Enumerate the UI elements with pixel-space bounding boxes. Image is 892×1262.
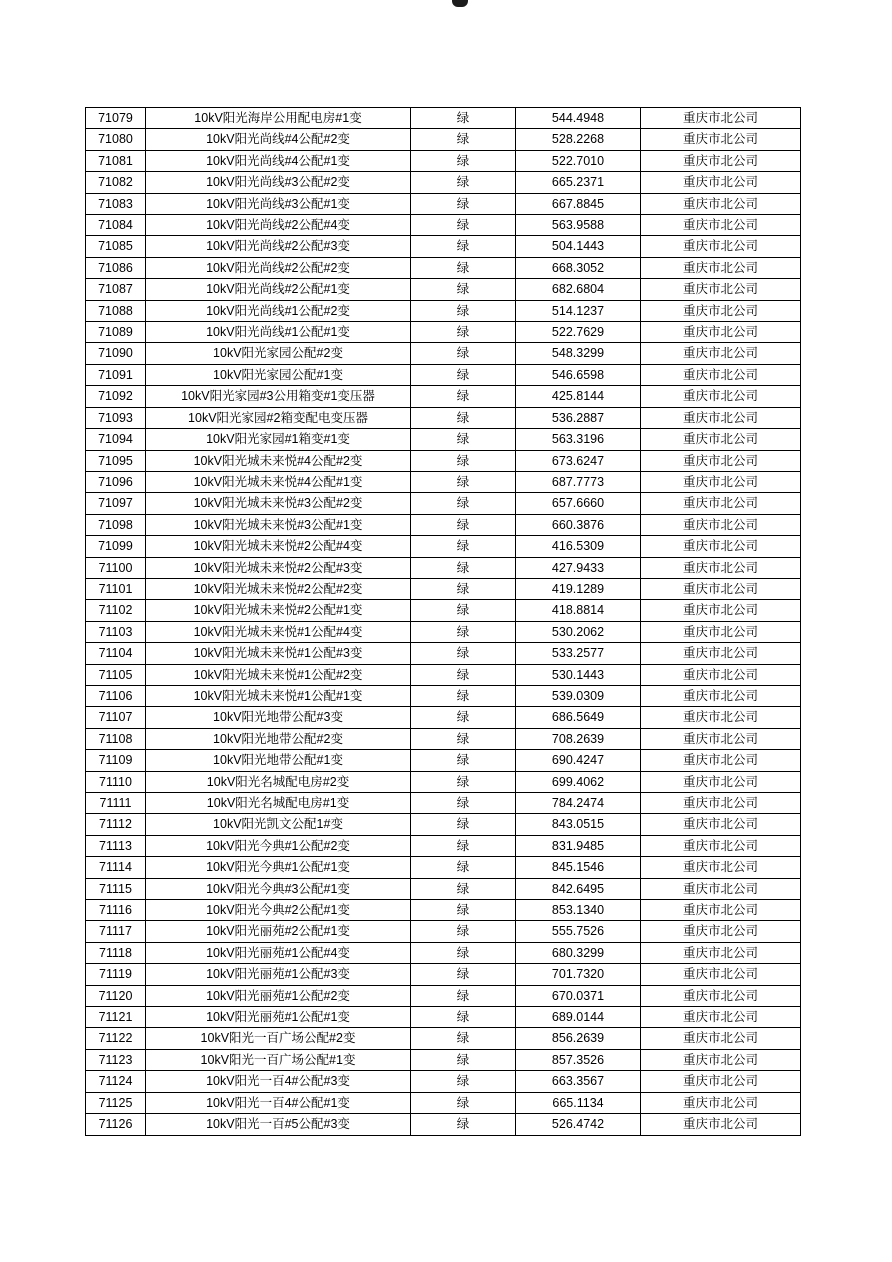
company-cell: 重庆市北公司 bbox=[641, 257, 801, 278]
row-id-cell: 71121 bbox=[86, 1007, 146, 1028]
company-cell: 重庆市北公司 bbox=[641, 643, 801, 664]
company-cell: 重庆市北公司 bbox=[641, 343, 801, 364]
value-cell: 845.1546 bbox=[516, 857, 641, 878]
device-name-cell: 10kV阳光地带公配#2变 bbox=[146, 728, 411, 749]
device-name-cell: 10kV阳光家园#3公用箱变#1变压器 bbox=[146, 386, 411, 407]
row-id-cell: 71091 bbox=[86, 364, 146, 385]
company-cell: 重庆市北公司 bbox=[641, 322, 801, 343]
value-cell: 686.5649 bbox=[516, 707, 641, 728]
company-cell: 重庆市北公司 bbox=[641, 750, 801, 771]
table-row bbox=[86, 279, 801, 300]
device-name-cell: 10kV阳光尚线#2公配#4变 bbox=[146, 215, 411, 236]
table-row bbox=[86, 728, 801, 749]
company-cell: 重庆市北公司 bbox=[641, 878, 801, 899]
value-cell: 665.1134 bbox=[516, 1092, 641, 1113]
company-cell: 重庆市北公司 bbox=[641, 557, 801, 578]
device-name-cell: 10kV阳光地带公配#1变 bbox=[146, 750, 411, 771]
table-row bbox=[86, 985, 801, 1006]
status-cell: 绿 bbox=[411, 985, 516, 1006]
table-row bbox=[86, 621, 801, 642]
status-cell: 绿 bbox=[411, 429, 516, 450]
table-row bbox=[86, 493, 801, 514]
device-name-cell: 10kV阳光家园公配#1变 bbox=[146, 364, 411, 385]
table-row bbox=[86, 900, 801, 921]
table-row bbox=[86, 236, 801, 257]
row-id-cell: 71112 bbox=[86, 814, 146, 835]
value-cell: 536.2887 bbox=[516, 407, 641, 428]
row-id-cell: 71126 bbox=[86, 1114, 146, 1135]
row-id-cell: 71094 bbox=[86, 429, 146, 450]
company-cell: 重庆市北公司 bbox=[641, 108, 801, 129]
value-cell: 856.2639 bbox=[516, 1028, 641, 1049]
company-cell: 重庆市北公司 bbox=[641, 942, 801, 963]
status-cell: 绿 bbox=[411, 557, 516, 578]
row-id-cell: 71104 bbox=[86, 643, 146, 664]
row-id-cell: 71122 bbox=[86, 1028, 146, 1049]
table-row bbox=[86, 1028, 801, 1049]
value-cell: 419.1289 bbox=[516, 578, 641, 599]
value-cell: 533.2577 bbox=[516, 643, 641, 664]
status-cell: 绿 bbox=[411, 942, 516, 963]
row-id-cell: 71092 bbox=[86, 386, 146, 407]
company-cell: 重庆市北公司 bbox=[641, 300, 801, 321]
company-cell: 重庆市北公司 bbox=[641, 1028, 801, 1049]
company-cell: 重庆市北公司 bbox=[641, 814, 801, 835]
device-name-cell: 10kV阳光尚线#3公配#2变 bbox=[146, 172, 411, 193]
device-name-cell: 10kV阳光城未来悦#1公配#3变 bbox=[146, 643, 411, 664]
device-name-cell: 10kV阳光尚线#4公配#1变 bbox=[146, 150, 411, 171]
status-cell: 绿 bbox=[411, 793, 516, 814]
row-id-cell: 71085 bbox=[86, 236, 146, 257]
device-name-cell: 10kV阳光城未来悦#4公配#1变 bbox=[146, 471, 411, 492]
value-cell: 657.6660 bbox=[516, 493, 641, 514]
row-id-cell: 71102 bbox=[86, 600, 146, 621]
row-id-cell: 71080 bbox=[86, 129, 146, 150]
device-name-cell: 10kV阳光家园#2箱变配电变压器 bbox=[146, 407, 411, 428]
value-cell: 514.1237 bbox=[516, 300, 641, 321]
table-row bbox=[86, 1007, 801, 1028]
status-cell: 绿 bbox=[411, 964, 516, 985]
table-row bbox=[86, 300, 801, 321]
company-cell: 重庆市北公司 bbox=[641, 857, 801, 878]
row-id-cell: 71093 bbox=[86, 407, 146, 428]
value-cell: 660.3876 bbox=[516, 514, 641, 535]
table-row bbox=[86, 108, 801, 129]
row-id-cell: 71097 bbox=[86, 493, 146, 514]
status-cell: 绿 bbox=[411, 386, 516, 407]
table-row bbox=[86, 643, 801, 664]
status-cell: 绿 bbox=[411, 300, 516, 321]
row-id-cell: 71118 bbox=[86, 942, 146, 963]
device-name-cell: 10kV阳光凯文公配1#变 bbox=[146, 814, 411, 835]
company-cell: 重庆市北公司 bbox=[641, 193, 801, 214]
value-cell: 690.4247 bbox=[516, 750, 641, 771]
table-row bbox=[86, 407, 801, 428]
row-id-cell: 71083 bbox=[86, 193, 146, 214]
company-cell: 重庆市北公司 bbox=[641, 429, 801, 450]
status-cell: 绿 bbox=[411, 1007, 516, 1028]
table-row bbox=[86, 215, 801, 236]
status-cell: 绿 bbox=[411, 193, 516, 214]
value-cell: 682.6804 bbox=[516, 279, 641, 300]
row-id-cell: 71081 bbox=[86, 150, 146, 171]
device-name-cell: 10kV阳光尚线#4公配#2变 bbox=[146, 129, 411, 150]
company-cell: 重庆市北公司 bbox=[641, 536, 801, 557]
status-cell: 绿 bbox=[411, 215, 516, 236]
company-cell: 重庆市北公司 bbox=[641, 279, 801, 300]
company-cell: 重庆市北公司 bbox=[641, 621, 801, 642]
status-cell: 绿 bbox=[411, 493, 516, 514]
device-name-cell: 10kV阳光城未来悦#2公配#1变 bbox=[146, 600, 411, 621]
table-row bbox=[86, 921, 801, 942]
status-cell: 绿 bbox=[411, 728, 516, 749]
status-cell: 绿 bbox=[411, 1028, 516, 1049]
device-name-cell: 10kV阳光城未来悦#1公配#2变 bbox=[146, 664, 411, 685]
value-cell: 665.2371 bbox=[516, 172, 641, 193]
value-cell: 548.3299 bbox=[516, 343, 641, 364]
status-cell: 绿 bbox=[411, 257, 516, 278]
value-cell: 530.1443 bbox=[516, 664, 641, 685]
value-cell: 522.7629 bbox=[516, 322, 641, 343]
row-id-cell: 71125 bbox=[86, 1092, 146, 1113]
table-row bbox=[86, 664, 801, 685]
row-id-cell: 71116 bbox=[86, 900, 146, 921]
company-cell: 重庆市北公司 bbox=[641, 364, 801, 385]
table-row bbox=[86, 1049, 801, 1070]
device-name-cell: 10kV阳光一百4#公配#3变 bbox=[146, 1071, 411, 1092]
company-cell: 重庆市北公司 bbox=[641, 728, 801, 749]
value-cell: 831.9485 bbox=[516, 835, 641, 856]
device-name-cell: 10kV阳光家园公配#2变 bbox=[146, 343, 411, 364]
row-id-cell: 71114 bbox=[86, 857, 146, 878]
value-cell: 522.7010 bbox=[516, 150, 641, 171]
device-name-cell: 10kV阳光今典#1公配#2变 bbox=[146, 835, 411, 856]
row-id-cell: 71089 bbox=[86, 322, 146, 343]
status-cell: 绿 bbox=[411, 814, 516, 835]
value-cell: 842.6495 bbox=[516, 878, 641, 899]
device-name-cell: 10kV阳光家园#1箱变#1变 bbox=[146, 429, 411, 450]
status-cell: 绿 bbox=[411, 643, 516, 664]
status-cell: 绿 bbox=[411, 279, 516, 300]
device-name-cell: 10kV阳光丽苑#1公配#1变 bbox=[146, 1007, 411, 1028]
company-cell: 重庆市北公司 bbox=[641, 150, 801, 171]
value-cell: 418.8814 bbox=[516, 600, 641, 621]
company-cell: 重庆市北公司 bbox=[641, 921, 801, 942]
device-name-cell: 10kV阳光一百#5公配#3变 bbox=[146, 1114, 411, 1135]
company-cell: 重庆市北公司 bbox=[641, 771, 801, 792]
table-container bbox=[85, 107, 801, 1136]
status-cell: 绿 bbox=[411, 536, 516, 557]
device-name-cell: 10kV阳光城未来悦#2公配#2变 bbox=[146, 578, 411, 599]
value-cell: 427.9433 bbox=[516, 557, 641, 578]
value-cell: 526.4742 bbox=[516, 1114, 641, 1135]
status-cell: 绿 bbox=[411, 108, 516, 129]
row-id-cell: 71109 bbox=[86, 750, 146, 771]
table-row bbox=[86, 343, 801, 364]
value-cell: 528.2268 bbox=[516, 129, 641, 150]
company-cell: 重庆市北公司 bbox=[641, 236, 801, 257]
table-row bbox=[86, 1071, 801, 1092]
row-id-cell: 71098 bbox=[86, 514, 146, 535]
row-id-cell: 71096 bbox=[86, 471, 146, 492]
status-cell: 绿 bbox=[411, 600, 516, 621]
table-row bbox=[86, 129, 801, 150]
value-cell: 699.4062 bbox=[516, 771, 641, 792]
table-row bbox=[86, 450, 801, 471]
table-body bbox=[86, 108, 801, 1136]
device-name-cell: 10kV阳光名城配电房#2变 bbox=[146, 771, 411, 792]
status-cell: 绿 bbox=[411, 835, 516, 856]
value-cell: 857.3526 bbox=[516, 1049, 641, 1070]
value-cell: 663.3567 bbox=[516, 1071, 641, 1092]
company-cell: 重庆市北公司 bbox=[641, 793, 801, 814]
status-cell: 绿 bbox=[411, 921, 516, 942]
row-id-cell: 71106 bbox=[86, 685, 146, 706]
device-name-cell: 10kV阳光地带公配#3变 bbox=[146, 707, 411, 728]
table-row bbox=[86, 536, 801, 557]
device-name-cell: 10kV阳光城未来悦#4公配#2变 bbox=[146, 450, 411, 471]
table-row bbox=[86, 878, 801, 899]
status-cell: 绿 bbox=[411, 578, 516, 599]
value-cell: 539.0309 bbox=[516, 685, 641, 706]
row-id-cell: 71084 bbox=[86, 215, 146, 236]
row-id-cell: 71124 bbox=[86, 1071, 146, 1092]
device-name-cell: 10kV阳光丽苑#2公配#1变 bbox=[146, 921, 411, 942]
row-id-cell: 71090 bbox=[86, 343, 146, 364]
row-id-cell: 71086 bbox=[86, 257, 146, 278]
value-cell: 546.6598 bbox=[516, 364, 641, 385]
device-name-cell: 10kV阳光海岸公用配电房#1变 bbox=[146, 108, 411, 129]
table-row bbox=[86, 322, 801, 343]
company-cell: 重庆市北公司 bbox=[641, 471, 801, 492]
value-cell: 530.2062 bbox=[516, 621, 641, 642]
table-row bbox=[86, 964, 801, 985]
device-name-cell: 10kV阳光城未来悦#1公配#4变 bbox=[146, 621, 411, 642]
company-cell: 重庆市北公司 bbox=[641, 407, 801, 428]
table-row bbox=[86, 685, 801, 706]
row-id-cell: 71103 bbox=[86, 621, 146, 642]
table-row bbox=[86, 150, 801, 171]
status-cell: 绿 bbox=[411, 322, 516, 343]
status-cell: 绿 bbox=[411, 1071, 516, 1092]
row-id-cell: 71079 bbox=[86, 108, 146, 129]
row-id-cell: 71110 bbox=[86, 771, 146, 792]
device-name-cell: 10kV阳光城未来悦#2公配#3变 bbox=[146, 557, 411, 578]
row-id-cell: 71120 bbox=[86, 985, 146, 1006]
company-cell: 重庆市北公司 bbox=[641, 514, 801, 535]
table-row bbox=[86, 193, 801, 214]
status-cell: 绿 bbox=[411, 236, 516, 257]
table-row bbox=[86, 257, 801, 278]
table-row bbox=[86, 793, 801, 814]
row-id-cell: 71123 bbox=[86, 1049, 146, 1070]
row-id-cell: 71115 bbox=[86, 878, 146, 899]
table-row bbox=[86, 471, 801, 492]
row-id-cell: 71108 bbox=[86, 728, 146, 749]
device-name-cell: 10kV阳光今典#3公配#1变 bbox=[146, 878, 411, 899]
company-cell: 重庆市北公司 bbox=[641, 835, 801, 856]
value-cell: 425.8144 bbox=[516, 386, 641, 407]
value-cell: 689.0144 bbox=[516, 1007, 641, 1028]
device-name-cell: 10kV阳光尚线#2公配#2变 bbox=[146, 257, 411, 278]
company-cell: 重庆市北公司 bbox=[641, 172, 801, 193]
status-cell: 绿 bbox=[411, 621, 516, 642]
status-cell: 绿 bbox=[411, 471, 516, 492]
value-cell: 668.3052 bbox=[516, 257, 641, 278]
row-id-cell: 71099 bbox=[86, 536, 146, 557]
table-row bbox=[86, 557, 801, 578]
row-id-cell: 71095 bbox=[86, 450, 146, 471]
device-name-cell: 10kV阳光城未来悦#1公配#1变 bbox=[146, 685, 411, 706]
table-row bbox=[86, 814, 801, 835]
row-id-cell: 71113 bbox=[86, 835, 146, 856]
device-name-cell: 10kV阳光城未来悦#2公配#4变 bbox=[146, 536, 411, 557]
device-name-cell: 10kV阳光尚线#1公配#2变 bbox=[146, 300, 411, 321]
value-cell: 708.2639 bbox=[516, 728, 641, 749]
status-cell: 绿 bbox=[411, 407, 516, 428]
value-cell: 667.8845 bbox=[516, 193, 641, 214]
company-cell: 重庆市北公司 bbox=[641, 578, 801, 599]
status-cell: 绿 bbox=[411, 664, 516, 685]
row-id-cell: 71117 bbox=[86, 921, 146, 942]
status-cell: 绿 bbox=[411, 771, 516, 792]
company-cell: 重庆市北公司 bbox=[641, 129, 801, 150]
status-cell: 绿 bbox=[411, 1114, 516, 1135]
row-id-cell: 71119 bbox=[86, 964, 146, 985]
company-cell: 重庆市北公司 bbox=[641, 900, 801, 921]
row-id-cell: 71100 bbox=[86, 557, 146, 578]
status-cell: 绿 bbox=[411, 685, 516, 706]
device-name-cell: 10kV阳光一百广场公配#1变 bbox=[146, 1049, 411, 1070]
value-cell: 563.9588 bbox=[516, 215, 641, 236]
table-row bbox=[86, 172, 801, 193]
row-id-cell: 71101 bbox=[86, 578, 146, 599]
company-cell: 重庆市北公司 bbox=[641, 1071, 801, 1092]
table-row bbox=[86, 857, 801, 878]
value-cell: 504.1443 bbox=[516, 236, 641, 257]
value-cell: 544.4948 bbox=[516, 108, 641, 129]
status-cell: 绿 bbox=[411, 878, 516, 899]
status-cell: 绿 bbox=[411, 857, 516, 878]
row-id-cell: 71087 bbox=[86, 279, 146, 300]
company-cell: 重庆市北公司 bbox=[641, 964, 801, 985]
value-cell: 680.3299 bbox=[516, 942, 641, 963]
table-row bbox=[86, 514, 801, 535]
value-cell: 555.7526 bbox=[516, 921, 641, 942]
status-cell: 绿 bbox=[411, 172, 516, 193]
company-cell: 重庆市北公司 bbox=[641, 600, 801, 621]
table-row bbox=[86, 750, 801, 771]
transformer-status-table bbox=[85, 107, 801, 1136]
table-row bbox=[86, 771, 801, 792]
company-cell: 重庆市北公司 bbox=[641, 664, 801, 685]
value-cell: 853.1340 bbox=[516, 900, 641, 921]
value-cell: 670.0371 bbox=[516, 985, 641, 1006]
status-cell: 绿 bbox=[411, 750, 516, 771]
value-cell: 416.5309 bbox=[516, 536, 641, 557]
value-cell: 687.7773 bbox=[516, 471, 641, 492]
row-id-cell: 71105 bbox=[86, 664, 146, 685]
device-name-cell: 10kV阳光一百广场公配#2变 bbox=[146, 1028, 411, 1049]
device-name-cell: 10kV阳光丽苑#1公配#2变 bbox=[146, 985, 411, 1006]
status-cell: 绿 bbox=[411, 343, 516, 364]
status-cell: 绿 bbox=[411, 900, 516, 921]
scan-artifact-mark bbox=[452, 0, 468, 7]
company-cell: 重庆市北公司 bbox=[641, 386, 801, 407]
value-cell: 701.7320 bbox=[516, 964, 641, 985]
table-row bbox=[86, 1114, 801, 1135]
device-name-cell: 10kV阳光城未来悦#3公配#1变 bbox=[146, 514, 411, 535]
status-cell: 绿 bbox=[411, 129, 516, 150]
company-cell: 重庆市北公司 bbox=[641, 215, 801, 236]
device-name-cell: 10kV阳光尚线#2公配#3变 bbox=[146, 236, 411, 257]
device-name-cell: 10kV阳光尚线#3公配#1变 bbox=[146, 193, 411, 214]
status-cell: 绿 bbox=[411, 1049, 516, 1070]
device-name-cell: 10kV阳光名城配电房#1变 bbox=[146, 793, 411, 814]
status-cell: 绿 bbox=[411, 150, 516, 171]
value-cell: 843.0515 bbox=[516, 814, 641, 835]
company-cell: 重庆市北公司 bbox=[641, 1007, 801, 1028]
table-row bbox=[86, 835, 801, 856]
company-cell: 重庆市北公司 bbox=[641, 1092, 801, 1113]
company-cell: 重庆市北公司 bbox=[641, 450, 801, 471]
table-row bbox=[86, 1092, 801, 1113]
table-row bbox=[86, 578, 801, 599]
company-cell: 重庆市北公司 bbox=[641, 685, 801, 706]
status-cell: 绿 bbox=[411, 450, 516, 471]
table-row bbox=[86, 364, 801, 385]
status-cell: 绿 bbox=[411, 514, 516, 535]
table-row bbox=[86, 429, 801, 450]
company-cell: 重庆市北公司 bbox=[641, 707, 801, 728]
device-name-cell: 10kV阳光尚线#1公配#1变 bbox=[146, 322, 411, 343]
company-cell: 重庆市北公司 bbox=[641, 985, 801, 1006]
company-cell: 重庆市北公司 bbox=[641, 1114, 801, 1135]
device-name-cell: 10kV阳光尚线#2公配#1变 bbox=[146, 279, 411, 300]
value-cell: 673.6247 bbox=[516, 450, 641, 471]
row-id-cell: 71107 bbox=[86, 707, 146, 728]
status-cell: 绿 bbox=[411, 1092, 516, 1113]
row-id-cell: 71111 bbox=[86, 793, 146, 814]
status-cell: 绿 bbox=[411, 707, 516, 728]
company-cell: 重庆市北公司 bbox=[641, 493, 801, 514]
status-cell: 绿 bbox=[411, 364, 516, 385]
table-row bbox=[86, 707, 801, 728]
device-name-cell: 10kV阳光一百4#公配#1变 bbox=[146, 1092, 411, 1113]
row-id-cell: 71082 bbox=[86, 172, 146, 193]
row-id-cell: 71088 bbox=[86, 300, 146, 321]
company-cell: 重庆市北公司 bbox=[641, 1049, 801, 1070]
value-cell: 784.2474 bbox=[516, 793, 641, 814]
device-name-cell: 10kV阳光城未来悦#3公配#2变 bbox=[146, 493, 411, 514]
device-name-cell: 10kV阳光今典#2公配#1变 bbox=[146, 900, 411, 921]
table-row bbox=[86, 600, 801, 621]
device-name-cell: 10kV阳光丽苑#1公配#3变 bbox=[146, 964, 411, 985]
device-name-cell: 10kV阳光丽苑#1公配#4变 bbox=[146, 942, 411, 963]
value-cell: 563.3196 bbox=[516, 429, 641, 450]
table-row bbox=[86, 386, 801, 407]
table-row bbox=[86, 942, 801, 963]
device-name-cell: 10kV阳光今典#1公配#1变 bbox=[146, 857, 411, 878]
